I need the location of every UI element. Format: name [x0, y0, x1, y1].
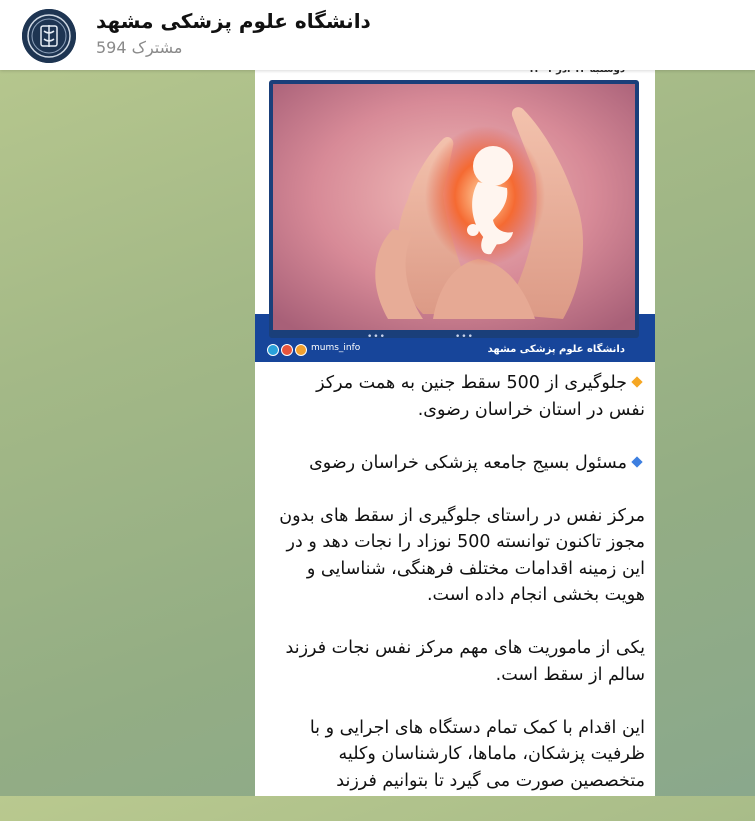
footer-dots-right: •••	[455, 332, 474, 342]
post-caption	[255, 362, 655, 821]
message-post	[255, 70, 655, 796]
orange-diamond-icon	[631, 376, 642, 387]
image-footer-handle: mums_info	[311, 343, 361, 353]
post-image[interactable]	[255, 70, 655, 362]
caption-headline: جلوگیری از 500 سقط جنین به همت مرکز نفس در استان خراسان رضوی.	[316, 373, 645, 420]
hands-holding-fetus-illustration	[273, 84, 635, 330]
caption-paragraph-2: یکی از ماموریت های مهم مرکز نفس نجات فرزند سالم از سقط است.	[285, 638, 645, 685]
telegram-icon	[267, 344, 279, 356]
image-footer-university-name: دانشگاه علوم پزشکی مشهد	[487, 344, 625, 355]
eitaa-icon	[295, 344, 307, 356]
caption-headline-paragraph	[275, 370, 645, 423]
footer-dots-left: •••	[367, 332, 386, 342]
university-logo-icon	[22, 9, 76, 63]
caption-subheadline-paragraph	[275, 450, 645, 477]
instagram-icon	[281, 344, 293, 356]
channel-title[interactable]: دانشگاه علوم پزشکی مشهد	[96, 9, 371, 33]
subscriber-count: مشترک 594	[96, 38, 183, 57]
image-frame	[269, 80, 639, 338]
channel-header[interactable]	[0, 0, 755, 70]
hands-fetus-photo	[273, 84, 635, 330]
caption-subheadline: مسئول بسیج جامعه پزشکی خراسان رضوی	[309, 452, 627, 473]
caption-paragraph-3: این اقدام با کمک تمام دستگاه های اجرایی و با ظرفیت پزشکان، ماماها، کارشناسان وکلیه متخصصین صورت می گیرد تا بتوانیم فرزند	[309, 717, 645, 791]
blue-diamond-icon	[631, 456, 642, 467]
caption-paragraph-1: مرکز نفس در راستای جلوگیری از سقط های بدون مجوز تاکنون توانسته 500 نوزاد را نجات دهد و در این زمینه اقدامات مختلف فرهنگی، شناسایی و هویت بخشی انجام داده است.	[279, 505, 645, 605]
channel-avatar[interactable]	[22, 9, 76, 63]
